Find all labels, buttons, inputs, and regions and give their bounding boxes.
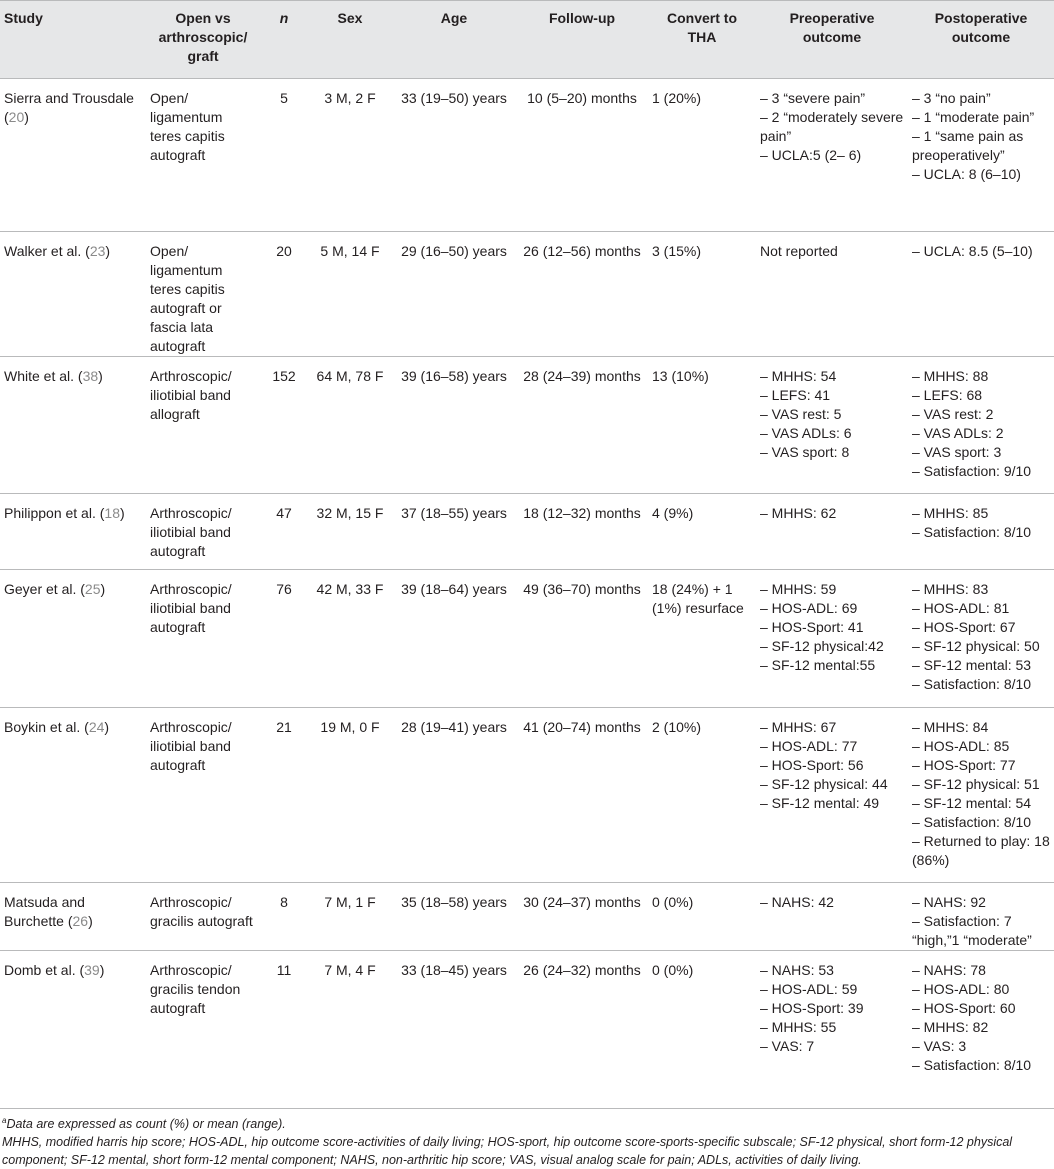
list-item: – SF-12 physical: 51	[912, 776, 1040, 792]
list-item: – SF-12 physical: 44	[760, 776, 888, 792]
list-item: – Satisfaction: 8/10	[912, 676, 1032, 692]
cell-postop	[908, 708, 1054, 883]
list-item: – NAHS: 42	[760, 894, 834, 910]
postop-outcome-list	[912, 580, 1050, 694]
list-item: – MHHS: 82	[912, 1019, 989, 1035]
cell-method: Arthroscopic/ iliotibial band autograft	[146, 570, 260, 708]
list-item: – 3 “no pain”	[912, 90, 991, 106]
cell-convert: 2 (10%)	[648, 708, 756, 883]
cell-sex: 64 M, 78 F	[308, 357, 392, 494]
list-item: – SF-12 mental:55	[760, 657, 876, 673]
list-item: – MHHS: 83	[912, 581, 989, 597]
list-item: – SF-12 mental: 49	[760, 795, 880, 811]
cell-postop	[908, 79, 1054, 232]
list-item: – MHHS: 88	[912, 368, 989, 384]
list-item: – NAHS: 78	[912, 962, 986, 978]
list-item: – HOS-ADL: 59	[760, 981, 858, 997]
table-body	[0, 79, 1054, 1109]
list-item: – SF-12 physical: 50	[912, 638, 1040, 654]
col-header-followup: Follow-up	[516, 1, 648, 79]
study-name: Domb et al. (	[4, 962, 85, 978]
table-row	[0, 951, 1054, 1109]
table-row	[0, 494, 1054, 570]
list-item: – MHHS: 67	[760, 719, 837, 735]
cell-age: 39 (18–64) years	[392, 570, 516, 708]
study-ref: 24	[88, 719, 105, 735]
list-item: – LEFS: 68	[912, 387, 983, 403]
list-item: – VAS: 7	[760, 1038, 815, 1054]
study-ref-close: )	[104, 719, 110, 735]
list-item: – HOS-ADL: 80	[912, 981, 1010, 997]
list-item: – LEFS: 41	[760, 387, 831, 403]
cell-study	[0, 570, 146, 708]
cell-followup: 26 (24–32) months	[516, 951, 648, 1109]
cell-sex: 7 M, 1 F	[308, 883, 392, 951]
list-item: – Satisfaction: 9/10	[912, 463, 1032, 479]
list-item: – HOS-Sport: 56	[760, 757, 864, 773]
study-ref: 39	[84, 962, 100, 978]
cell-sex: 5 M, 14 F	[308, 232, 392, 357]
cell-followup: 28 (24–39) months	[516, 357, 648, 494]
cell-convert: 18 (24%) + 1 (1%) resurface	[648, 570, 756, 708]
list-item: – Satisfaction: 8/10	[912, 524, 1032, 540]
list-item: – HOS-ADL: 85	[912, 738, 1010, 754]
cell-sex: 3 M, 2 F	[308, 79, 392, 232]
study-ref: 23	[89, 243, 106, 259]
cell-study	[0, 232, 146, 357]
study-ref: 38	[82, 368, 99, 384]
cell-sex: 7 M, 4 F	[308, 951, 392, 1109]
cell-age: 29 (16–50) years	[392, 232, 516, 357]
col-header-age: Age	[392, 1, 516, 79]
postop-outcome-list	[912, 89, 1050, 184]
cell-postop	[908, 232, 1054, 357]
list-item: – HOS-ADL: 69	[760, 600, 858, 616]
study-ref-close: )	[105, 243, 111, 259]
cell-preop	[756, 708, 908, 883]
cell-followup: 49 (36–70) months	[516, 570, 648, 708]
study-name: Matsuda and Burchette (	[4, 894, 85, 929]
cell-study	[0, 494, 146, 570]
preop-outcome-list	[760, 580, 904, 675]
cell-n: 47	[260, 494, 308, 570]
study-name: Sierra and Trousdale (	[4, 90, 134, 125]
postop-outcome-list	[912, 504, 1050, 542]
cell-n: 152	[260, 357, 308, 494]
list-item: – HOS-Sport: 60	[912, 1000, 1016, 1016]
cell-convert: 4 (9%)	[648, 494, 756, 570]
study-ref-close: )	[24, 109, 29, 125]
list-item: – VAS rest: 5	[760, 406, 842, 422]
cell-age: 33 (18–45) years	[392, 951, 516, 1109]
cell-followup: 26 (12–56) months	[516, 232, 648, 357]
cell-convert: 1 (20%)	[648, 79, 756, 232]
cell-postop	[908, 883, 1054, 951]
list-item: – NAHS: 53	[760, 962, 834, 978]
cell-n: 76	[260, 570, 308, 708]
preop-outcome-list	[760, 242, 904, 261]
cell-sex: 32 M, 15 F	[308, 494, 392, 570]
cell-age: 35 (18–58) years	[392, 883, 516, 951]
header-row	[0, 1, 1054, 79]
list-item: – Satisfaction: 7 “high,”1 “moderate”	[912, 913, 1032, 948]
list-item: – MHHS: 59	[760, 581, 837, 597]
cell-preop	[756, 570, 908, 708]
study-name: Geyer et al. (	[4, 581, 85, 597]
list-item: – SF-12 physical:42	[760, 638, 884, 654]
cell-study	[0, 883, 146, 951]
study-ref-close: )	[88, 913, 93, 929]
cell-method: Open/ ligamentum teres capitis autograft	[146, 79, 260, 232]
cell-n: 5	[260, 79, 308, 232]
cell-n: 21	[260, 708, 308, 883]
cell-convert: 0 (0%)	[648, 951, 756, 1109]
cell-preop	[756, 79, 908, 232]
col-header-method: Open vs arthroscopic/ graft	[146, 1, 260, 79]
cell-age: 39 (16–58) years	[392, 357, 516, 494]
postop-outcome-list	[912, 893, 1050, 950]
study-name: White et al. (	[4, 368, 83, 384]
list-item: – VAS ADLs: 2	[912, 425, 1004, 441]
cell-preop	[756, 494, 908, 570]
list-item: – UCLA: 8 (6–10)	[912, 166, 1021, 182]
cell-method: Arthroscopic/ iliotibial band autograft	[146, 708, 260, 883]
preop-outcome-list	[760, 89, 904, 165]
list-item: – MHHS: 84	[912, 719, 989, 735]
list-item: – HOS-Sport: 41	[760, 619, 864, 635]
list-item: – VAS ADLs: 6	[760, 425, 852, 441]
table-row	[0, 883, 1054, 951]
table-footnotes	[0, 1109, 1054, 1169]
cell-convert: 3 (15%)	[648, 232, 756, 357]
col-header-preop: Preoperative outcome	[756, 1, 908, 79]
preop-outcome-list	[760, 504, 904, 523]
list-item: – SF-12 mental: 53	[912, 657, 1032, 673]
cell-n: 8	[260, 883, 308, 951]
list-item: – MHHS: 54	[760, 368, 837, 384]
footnote-abbreviations: MHHS, modified harris hip score; HOS-ADL, hip outcome score-activities of daily living; HOS-sport, hip outcome score-sports-specific subscale; SF-12 physical, short form-12 physical component; SF-12 mental, short form-12 mental component; NAHS, non-arthritic hip score; VAS, visual analog scale for pain; ADLs, activities of daily living.	[2, 1135, 1013, 1167]
cell-preop	[756, 951, 908, 1109]
list-item: – SF-12 mental: 54	[912, 795, 1032, 811]
list-item: – HOS-ADL: 81	[912, 600, 1010, 616]
preop-outcome-list	[760, 367, 904, 462]
list-item: – HOS-Sport: 77	[912, 757, 1016, 773]
cell-n: 11	[260, 951, 308, 1109]
list-item: – Returned to play: 18 (86%)	[912, 833, 1050, 868]
study-ref: 25	[84, 581, 101, 597]
cell-postop	[908, 951, 1054, 1109]
col-header-n: n	[260, 1, 308, 79]
cell-method: Arthroscopic/ gracilis autograft	[146, 883, 260, 951]
study-ref-close: )	[98, 368, 103, 384]
cell-convert: 13 (10%)	[648, 357, 756, 494]
list-item: – UCLA: 8.5 (5–10)	[912, 243, 1033, 259]
list-item: – 2 “moderately severe pain”	[760, 109, 904, 144]
list-item: – UCLA:5 (2– 6)	[760, 147, 862, 163]
postop-outcome-list	[912, 718, 1050, 870]
postop-outcome-list	[912, 367, 1050, 481]
cell-preop	[756, 232, 908, 357]
study-name: Walker et al. (	[4, 243, 90, 259]
preop-outcome-list	[760, 893, 904, 912]
footnote-a	[2, 1115, 1050, 1133]
table-row	[0, 79, 1054, 232]
study-ref-close: )	[119, 505, 125, 521]
list-item: – MHHS: 55	[760, 1019, 837, 1035]
list-item: – Satisfaction: 8/10	[912, 1057, 1032, 1073]
postop-outcome-list	[912, 242, 1050, 261]
cell-study	[0, 79, 146, 232]
cell-method: Arthroscopic/ iliotibial band autograft	[146, 494, 260, 570]
list-item: – 1 “moderate pain”	[912, 109, 1035, 125]
list-item: – 3 “severe pain”	[760, 90, 866, 106]
footnote-a-text: Data are expressed as count (%) or mean (range).	[6, 1117, 286, 1131]
list-item: – Satisfaction: 8/10	[912, 814, 1032, 830]
list-item: – VAS sport: 8	[760, 444, 850, 460]
list-item: – VAS rest: 2	[912, 406, 994, 422]
cell-age: 28 (19–41) years	[392, 708, 516, 883]
list-item: – 1 “same pain as preoperatively”	[912, 128, 1024, 163]
list-item: – MHHS: 85	[912, 505, 989, 521]
study-ref-close: )	[99, 962, 105, 978]
col-header-sex: Sex	[308, 1, 392, 79]
list-item: – VAS sport: 3	[912, 444, 1002, 460]
cell-postop	[908, 570, 1054, 708]
cell-study	[0, 951, 146, 1109]
table-row	[0, 232, 1054, 357]
preop-outcome-list	[760, 718, 904, 813]
footnote-marker: a	[2, 1115, 7, 1125]
col-header-study: Study	[0, 1, 146, 79]
cell-followup: 18 (12–32) months	[516, 494, 648, 570]
cell-preop	[756, 883, 908, 951]
table-row	[0, 357, 1054, 494]
cell-followup: 10 (5–20) months	[516, 79, 648, 232]
study-name: Philippon et al. (	[4, 505, 105, 521]
cell-postop	[908, 494, 1054, 570]
study-ref: 18	[104, 505, 120, 521]
cell-study	[0, 357, 146, 494]
study-name: Boykin et al. (	[4, 719, 89, 735]
cell-study	[0, 708, 146, 883]
cell-age: 37 (18–55) years	[392, 494, 516, 570]
cell-method: Arthroscopic/ gracilis tendon autograft	[146, 951, 260, 1109]
cell-convert: 0 (0%)	[648, 883, 756, 951]
list-item: – MHHS: 62	[760, 505, 837, 521]
cell-followup: 41 (20–74) months	[516, 708, 648, 883]
study-ref: 26	[72, 913, 89, 929]
study-ref-close: )	[100, 581, 106, 597]
cell-sex: 42 M, 33 F	[308, 570, 392, 708]
list-item: Not reported	[760, 243, 838, 259]
list-item: – HOS-Sport: 39	[760, 1000, 864, 1016]
cell-method: Arthroscopic/ iliotibial band allograft	[146, 357, 260, 494]
list-item: – NAHS: 92	[912, 894, 986, 910]
preop-outcome-list	[760, 961, 904, 1056]
list-item: – VAS: 3	[912, 1038, 967, 1054]
cell-method: Open/ ligamentum teres capitis autograft or fascia lata autograft	[146, 232, 260, 357]
postop-outcome-list	[912, 961, 1050, 1075]
cell-followup: 30 (24–37) months	[516, 883, 648, 951]
cell-postop	[908, 357, 1054, 494]
col-header-convert: Convert to THA	[648, 1, 756, 79]
col-header-postop: Postoperative outcome	[908, 1, 1054, 79]
study-ref: 20	[8, 109, 25, 125]
table-row	[0, 570, 1054, 708]
cell-age: 33 (19–50) years	[392, 79, 516, 232]
list-item: – HOS-Sport: 67	[912, 619, 1016, 635]
cell-preop	[756, 357, 908, 494]
cell-sex: 19 M, 0 F	[308, 708, 392, 883]
table-row	[0, 708, 1054, 883]
list-item: – HOS-ADL: 77	[760, 738, 858, 754]
cell-n: 20	[260, 232, 308, 357]
